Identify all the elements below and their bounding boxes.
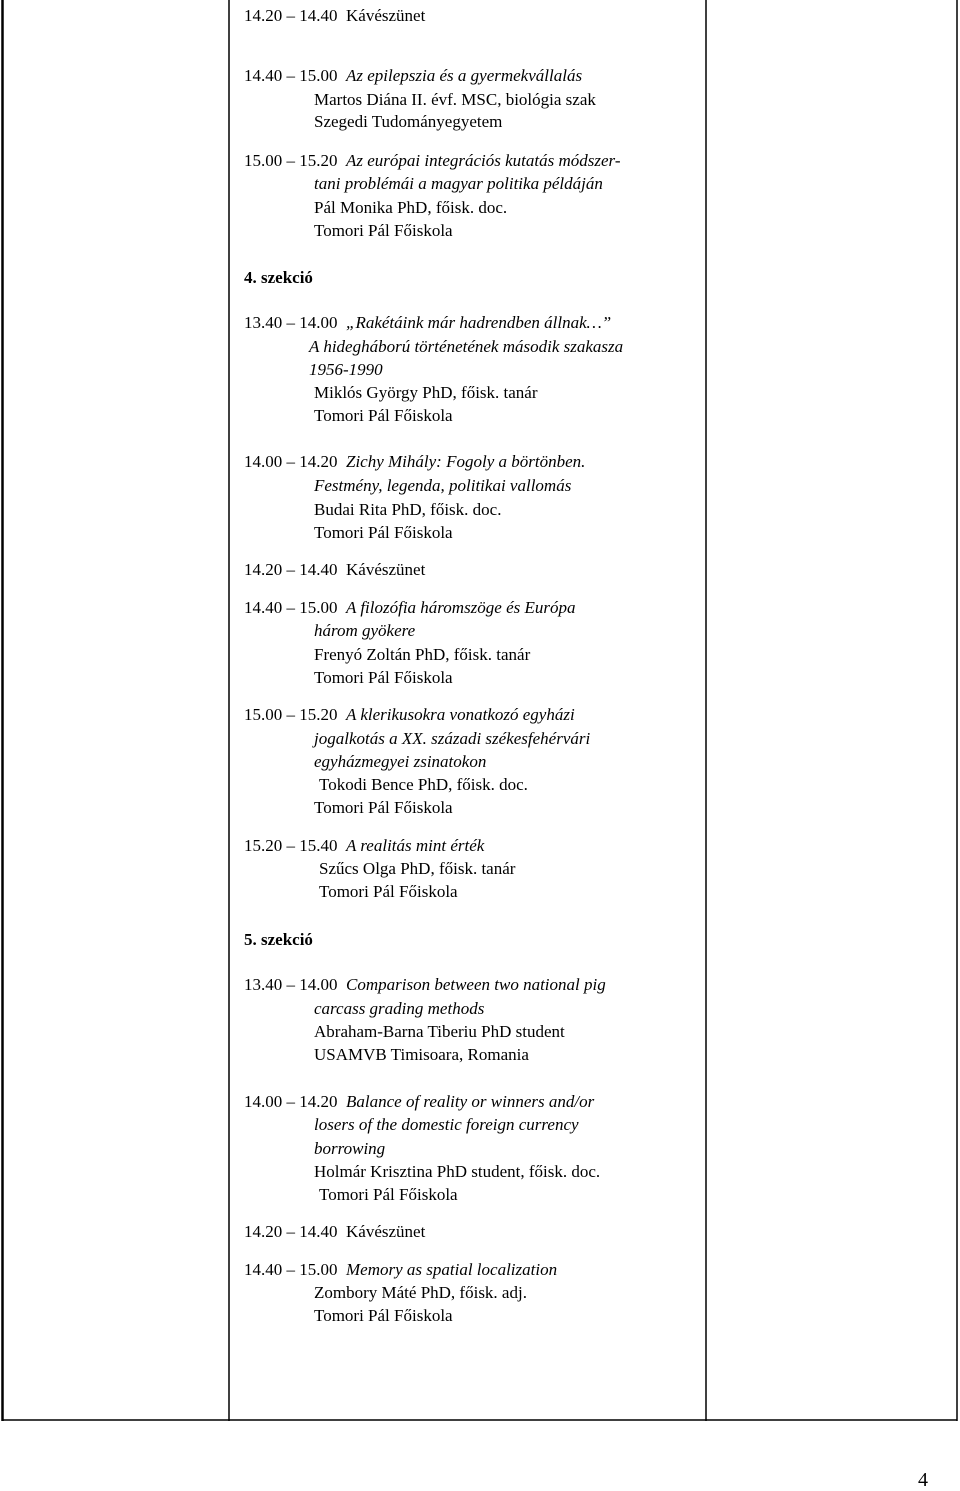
session3-item1-line1 <box>244 975 606 995</box>
talk-subtitle-2: borrowing <box>314 1139 386 1158</box>
affiliation: Szegedi Tudományegyetem <box>314 112 503 131</box>
talk-subtitle-2: egyházmegyei zsinatokon <box>314 752 487 771</box>
session1-item1-line1 <box>244 6 425 26</box>
affiliation: USAMVB Timisoara, Romania <box>314 1045 529 1064</box>
talk-subtitle-2: 1956-1990 <box>309 360 383 379</box>
session1-item3-line1 <box>244 151 620 171</box>
presenter: Szűcs Olga PhD, főisk. tanár <box>319 859 516 878</box>
presenter: Frenyó Zoltán PhD, főisk. tanár <box>314 645 531 664</box>
time-range: 14.20 – 14.40 <box>244 1222 338 1241</box>
talk-title: „Rakétáink már hadrendben állnak…” <box>346 313 612 332</box>
time-range: 14.00 – 14.20 <box>244 1092 338 1111</box>
talk-title: Balance of reality or winners and/or <box>346 1092 595 1111</box>
affiliation: Tomori Pál Főiskola <box>314 1306 453 1325</box>
session2-item1-line1 <box>244 313 611 333</box>
page-number: 4 <box>918 1469 928 1491</box>
time-range: 14.20 – 14.40 <box>244 560 338 579</box>
talk-title: A filozófia háromszöge és Európa <box>346 598 576 617</box>
talk-subtitle: carcass grading methods <box>314 999 485 1018</box>
presenter: Abraham-Barna Tiberiu PhD student <box>314 1022 565 1041</box>
talk-subtitle: Festmény, legenda, politikai vallomás <box>314 476 572 495</box>
time-range: 14.20 – 14.40 <box>244 6 338 25</box>
talk-title: Comparison between two national pig <box>346 975 606 994</box>
break-label: Kávészünet <box>346 560 426 579</box>
time-range: 13.40 – 14.00 <box>244 313 338 332</box>
affiliation: Tomori Pál Főiskola <box>319 882 458 901</box>
session3-item2-line1 <box>244 1092 594 1112</box>
time-range: 13.40 – 14.00 <box>244 975 338 994</box>
affiliation: Tomori Pál Főiskola <box>314 523 453 542</box>
break-label: Kávészünet <box>346 6 426 25</box>
session2-item5-line1 <box>244 705 575 725</box>
session2-item3-line1 <box>244 560 425 580</box>
session2-item4-line1 <box>244 598 576 618</box>
session3-item4-line1 <box>244 1260 557 1280</box>
affiliation: Tomori Pál Főiskola <box>314 221 453 240</box>
affiliation: Tomori Pál Főiskola <box>319 1185 458 1204</box>
time-range: 14.40 – 15.00 <box>244 598 338 617</box>
talk-title: Az epilepszia és a gyermekvállalás <box>346 66 583 85</box>
affiliation: Tomori Pál Főiskola <box>314 798 453 817</box>
talk-subtitle: jogalkotás a XX. századi székesfehérvári <box>314 729 591 748</box>
talk-title: A klerikusokra vonatkozó egyházi <box>346 705 575 724</box>
talk-subtitle: A hidegháború történetének második szakasza <box>309 337 624 356</box>
affiliation: Tomori Pál Főiskola <box>314 668 453 687</box>
time-range: 14.40 – 15.00 <box>244 1260 338 1279</box>
time-range: 15.20 – 15.40 <box>244 836 338 855</box>
presenter: Miklós György PhD, főisk. tanár <box>314 383 538 402</box>
time-range: 15.00 – 15.20 <box>244 151 338 170</box>
time-range: 14.40 – 15.00 <box>244 66 338 85</box>
talk-subtitle: három gyökere <box>314 621 416 640</box>
talk-title: A realitás mint érték <box>346 836 485 855</box>
talk-subtitle: losers of the domestic foreign currency <box>314 1115 579 1134</box>
session3-item3-line1 <box>244 1222 425 1242</box>
break-label: Kávészünet <box>346 1222 426 1241</box>
presenter: Pál Monika PhD, főisk. doc. <box>314 198 508 217</box>
affiliation: Tomori Pál Főiskola <box>314 406 453 425</box>
time-range: 15.00 – 15.20 <box>244 705 338 724</box>
talk-subtitle: tani problémái a magyar politika példáján <box>314 174 603 193</box>
presenter: Tokodi Bence PhD, főisk. doc. <box>319 775 528 794</box>
section-heading: 4. szekció <box>244 268 313 287</box>
talk-title: Az európai integrációs kutatás módszer- <box>346 151 621 170</box>
time-range: 14.00 – 14.20 <box>244 452 338 471</box>
presenter: Martos Diána II. évf. MSC, biológia szak <box>314 90 596 109</box>
talk-title: Zichy Mihály: Fogoly a börtönben. <box>346 452 586 471</box>
presenter: Holmár Krisztina PhD student, főisk. doc. <box>314 1162 601 1181</box>
section-heading: 5. szekció <box>244 930 313 949</box>
session2-item2-line1 <box>244 452 585 472</box>
session2-item6-line1 <box>244 836 484 856</box>
talk-title: Memory as spatial localization <box>346 1260 558 1279</box>
presenter: Zombory Máté PhD, főisk. adj. <box>314 1283 527 1302</box>
presenter: Budai Rita PhD, főisk. doc. <box>314 500 502 519</box>
session1-item2-line1 <box>244 66 582 86</box>
